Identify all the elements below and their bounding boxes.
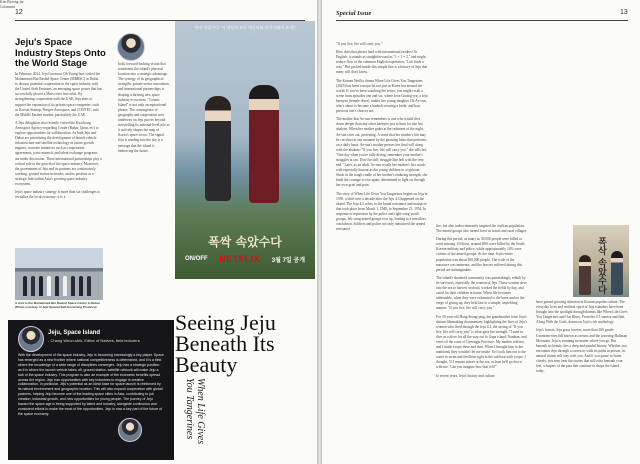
article-column-3 [536,300,628,460]
poster-title-small: 폭삭 속았수다 [596,237,606,295]
byline [0,0,50,10]
left-page [0,0,317,464]
paragraph: How does that phrase land with international readers? In English, it sounds as straightforward as "1 + 1 = 2," and might reduce flow of the common English expression, "Life finds a way." But packed inside this simple line is a history of Jeju that many still don't know. [336,50,428,75]
article-column-1 [15,72,102,245]
drama-poster [175,21,315,279]
box-subtitle: - Chang Weon-shik, Editor of Natives, field lecturers [48,338,140,343]
paragraph: fire, but also indiscriminately targeted the civilian population. The armed groups also turned force in towns and rural villages. [436,224,528,234]
vertical-title: When Life Gives You Tangerines [184,378,206,445]
poster-figure [579,255,591,295]
photo-person [55,276,59,296]
box-title: Jeju, Space Island [48,330,101,336]
netflix-logo: NETFLIX [219,254,261,264]
photo-person [79,276,83,296]
page-number-left: 12 [15,9,23,16]
paragraph: A Jeju delegation also recently visited the Kwichong Aerospace Agency-regarding Center (Bahar, Qatar, etc) to explore opportunities for collaboration. As both Jeju and Dubai are prioritizing the development of launch vehicle infrastructure and satellite technology as future growth engines, concrete initiatives such as cooperation agreements, joint research, and talent exchange programs are under discussion. These international partnerships play a critical role in the growth of the space industry. Moreover, the government of Jeju and its partners are continuously working, ground station networks, and its position as a strategic hub within Asia's growing space industry ecosystem. [15,120,102,186]
drama-poster-small [573,225,629,297]
photo-person [71,276,75,296]
photo-person [47,276,51,296]
poster-title: 폭싹 속았수다 [208,235,282,249]
box-text: With the development of the space industry, Jeju is becoming increasingly a key player. Space has emerged as a new frontier where national competitiveness is determined, and it is a field where the knowledge of a wide range of disciplines converges. Jeju has a strategic position: as it is where the launch vehicle takes off, ground station, satellite network will make Jeju a hub of the space industry. This program is also an example of the economic benefits spread across the region. Jeju has opportunities with key industries to engage in creative collaboration. In particular, Jeju's potential as an ideal base for space launch is reinforced by its natural environment and geographic location. This will also expand cooperation with global partners, helping Jeju become one of the leading space cities in Asia, contributing to job creation, industrial growth, and new opportunities for young people. The journey of Jeju toward the space age is being supported by talent and industry, alongside continuous and consistent efforts to make the most of the opportunities. Jeju is now a key part of the future of the space economy. [18,353,164,416]
right-page [322,0,640,464]
article-column-1 [336,42,428,460]
paragraph: Jeju's space industry strategy is more than six challenges to revitalize the local economy: it is a [15,190,101,200]
poster-date: 3월 7일 공개 [271,257,305,264]
author-avatar [117,33,145,61]
photo-person [39,276,43,296]
columnist-avatar [118,418,142,442]
article-title: Jeju's Space Industry Steps Onto the World Stage [15,37,106,69]
poster-footer [185,254,305,264]
article-column-2 [118,62,170,300]
feature-headline: Seeing Jeju Beneath Its Beauty [175,310,276,377]
paragraph: The story of When Life Gives You Tangerines begins on Jeju in 1950, a little over a decade after the Jeju 4.3 happened on the island. The Jeju 4.3 refers to the brutal resistance and massacre that took place from March 1, 1948, to September 21, 1954. In response to repression by the police and right-wing youth groups, left-wing armed groups rose up, leading to a merciless crackdown. Soldiers and police not only massacred the armed resistance [336,191,428,232]
paragraph: The Korean Netflix drama When Life Gives You Tangerines (2025) has been a major hit not just in Korea but around the world. If you've been watching the series, you might recall a scene from episodes one and six, where Jeon Gwang-rye, a Jeju haenyeo (female diver), makes her young daughter Oh Ae-sun, who's about to become a hanbok-wearing a bride, and how precious one's choices are. [336,78,428,114]
sidebar-box [8,320,174,460]
paragraph: For 35-year-old Hong Seong-jang, the grandmother from Jeju's distant filmmaking documentary highlighting the lives of Jeju's women who lived through the Jeju 4.3, the saying of "If you live, life will carry you" is what gave her strength. "I used to dive as a diver for all the way out to Gapa island, Namhae, and even off the coast of Gyeongju Province. My mother told me, and I made a rope there and then. When I brought him to the mainland, they wouldn't let me inside. So I took him out to the water to swim and feed him right in the salt boat with a rope. I thought, 'If I remain ashore at the sea, at least he'll go down with me.' Can you imagine how that felt?" [436,314,527,370]
section-header: Special Issue [336,10,372,17]
poster-tagline: "폭삭 속았수다" 이 세상의 모든 애순이와 관식이에게 보내는 [193,25,297,30]
photo-person [31,276,35,296]
poster-actor [249,85,279,203]
photo-person [23,276,27,296]
delegation-photo [15,248,103,300]
photo-person [87,276,91,296]
byline-role: Columnist [0,5,15,10]
poster-actress [205,96,231,201]
page-number-right: 13 [620,9,628,16]
paragraph: The mother that Ae-sun remembers is one who would dive down deeper than any other haenyeo just to hunt for one last abalone. When her mother grabs at the sediment of the night, Ae-sun cries out, protesting. A sense that her mother's life may be cut short at any moment by the gnawing labor that performs on a daily basis. Ae-sun's mother presses her final will along with the abalone: "If you live, life will carry you," she tells her. "One day when you're fully diving, remember your mother's struggles at sea. Don't be still, struggle like hell with the very end." Later, as an adult, Ae-sun recalls her mother's last words with especially honour as the young children in a typhoon. Stuck in the tough cradle of her mother's enduring strength, she finds the courage to rise again, determined to fight on through her own grief and pain. [336,117,428,188]
contributor-avatar [18,326,44,352]
photo-caption: A visit to the Mohammed Bin Rashid Space Center in Dubai (Photo courtesy of Jeju Special Self-Governing Province) [15,301,100,309]
byline-name: Kim Byeong-jin [0,0,24,4]
paragraph: "If you live, life will carry you." [336,42,383,46]
poster-label: ON/OFF [185,256,208,262]
paragraph: Jeju's forests, Jeju grass forever, more than 300 gentle Gwanrim-rises hill known as oreum, and the towering Hallasan Mountain. Jeju is stunning no matter where you go. But beneath its beauty, lies a deep and painful history. Whether you encounter Jeju through a screen or walk its paths in person, its natural charm will stay with you. And if you pause to listen closely, you may hear the stories that still echo beneath your feet, whispers of the past that continue to shape the island today. [536,328,628,374]
photo-person [63,276,67,296]
paragraph: In February 2024, Jeju Governor Oh Young-hun visited the Mohammed Bin Rashid Space Center (MBRSC) in Dubai to discuss potential cooperation in the space industry with the United Arab Emirates, an emerging space power that has successfully placed a Mars rover into orbit. By strengthening cooperation with the UAE, Jeju aims to support the expansion of its private space companies, such as Korean Startup, Perigee Aerospace, and CONTEC, into the Middle Eastern market, particularly the UAE. [15,72,102,117]
article-column-2 [436,224,528,460]
paragraph: have gained growing attention in Korean popular culture. The everyday lives and resilient spirit of Jeju islanders have been brought into the spotlight through dramas like When Life Gives You Tangerines and Our Blues. From the 4.3 sunrise and film, Along With the Gods, drama on Jeju's rich mythology. [536,300,628,325]
header-rule [336,20,628,21]
poster-figure [611,251,623,295]
paragraph: During this period, as many as 30,000 people were killed or went missing. Of those, around 86% were killed by the South Korean military and police, while approximately 14% were victims of the armed groups. At the time, Jeju's entire population was about 300,000 people. The scale of the massacre was immense, and the horrors suffered during this period are unimaginable. [436,237,525,272]
paragraph: bold, forward-looking vision that transforms the island's physical location into a strategic advantage. The synergy of its geographical strengths, private-sector innovation, and international partnerships is shaping a thriving new space industry ecosystem. "Cosmic Island" is not only an aspirational phrase. The convergence of geography and cooperation now underway on Jeju proves beyond storytelling its national-level role as it actively shapes the map of Korea's space sector. The signal Jeju is sending into the sky is a message that the island is embracing the future. [118,62,170,153]
paragraph: The island's shattered community was painstakingly rebuilt by its survivors, especially the women of Jeju. These women dove into the sea to harvest seafood, worked the fields by day, and cared for their children at home. When life becomes unbearable, when they were exhausted to the bone and on the verge of giving up, they held fast to a simple, unyielding mantra: "If you live, life will carry you." [436,275,527,311]
paragraph: In recent years, Jeju's history and culture [436,373,495,378]
